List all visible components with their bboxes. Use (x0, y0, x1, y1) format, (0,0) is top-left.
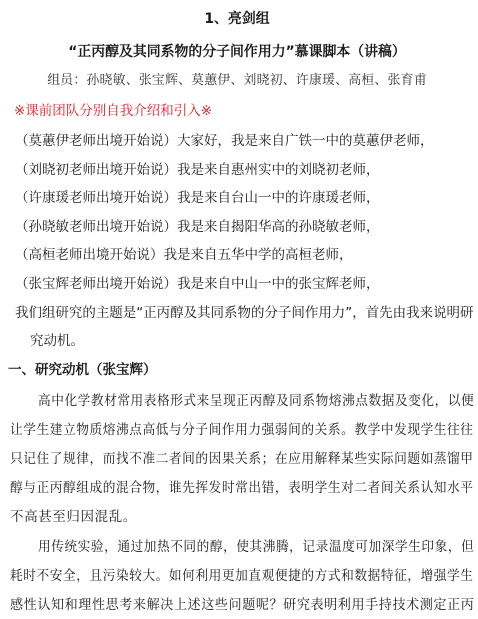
paragraph-line: 感性认知和理性思考来解决上述这些问题呢？研究表明利用手持技术测定正丙 (10, 597, 475, 613)
intro-line: （刘晓初老师出境开始说）我是来自惠州实中的刘晓初老师， (15, 162, 380, 178)
paragraph-line: 用传统实验，通过加热不同的醇，使其沸腾，记录温度可加深学生印象，但 (38, 539, 475, 555)
paragraph-line: 高中化学教材常用表格形式来呈现正丙醇及同系物熔沸点数据及变化，以便 (38, 393, 475, 409)
group-heading: 1、亮剑组 (204, 11, 270, 27)
paragraph-line: 只记住了规律，而找不准二者间的因果关系；在应用解释某些实际问题如蒸馏甲 (10, 451, 474, 467)
theme-line: 究动机。 (30, 333, 84, 349)
paragraph-line: 醇与正丙醇组成的混合物，谁先挥发时常出错，表明学生对二者间关系认知水平 (10, 480, 474, 496)
intro-line: （张宝辉老师出境开始说）我是来自中山一中的张宝辉老师， (15, 276, 380, 292)
section-heading: 一、研究动机（张宝辉） (8, 362, 157, 378)
document-title: “正丙醇及其同系物的分子间作用力”慕课脚本（讲稿） (68, 44, 406, 60)
paragraph-line: 耗时不安全，且污染较大。如何利用更加直观便捷的方式和数据特征，增强学生 (10, 568, 474, 584)
intro-note: ※课前团队分别自我介绍和引入※ (14, 103, 213, 119)
intro-line: （许康瑗老师出境开始说）我是来自台山一中的许康瑗老师， (15, 190, 380, 206)
paragraph-line: 不高甚至归因混乱。 (10, 509, 137, 525)
intro-line: （孙晓敏老师出境开始说）我是来自揭阳华高的孙晓敏老师， (15, 219, 380, 235)
intro-line: （莫蕙伊老师出境开始说）大家好，我是来自广铁一中的莫蕙伊老师， (15, 133, 434, 149)
paragraph-line: 让学生建立物质熔沸点高低与分子间作用力强弱间的关系。教学中发现学生往往 (10, 422, 474, 438)
member-list: 组员：孙晓敏、张宝辉、莫蕙伊、刘晓初、许康瑗、高桓、张育甫 (47, 73, 427, 88)
intro-line: （高桓老师出境开始说）我是来自五华中学的高桓老师， (15, 247, 353, 263)
theme-line: 我们组研究的主题是“正丙醇及其同系物的分子间作用力”，首先由我来说明研 (15, 305, 474, 321)
